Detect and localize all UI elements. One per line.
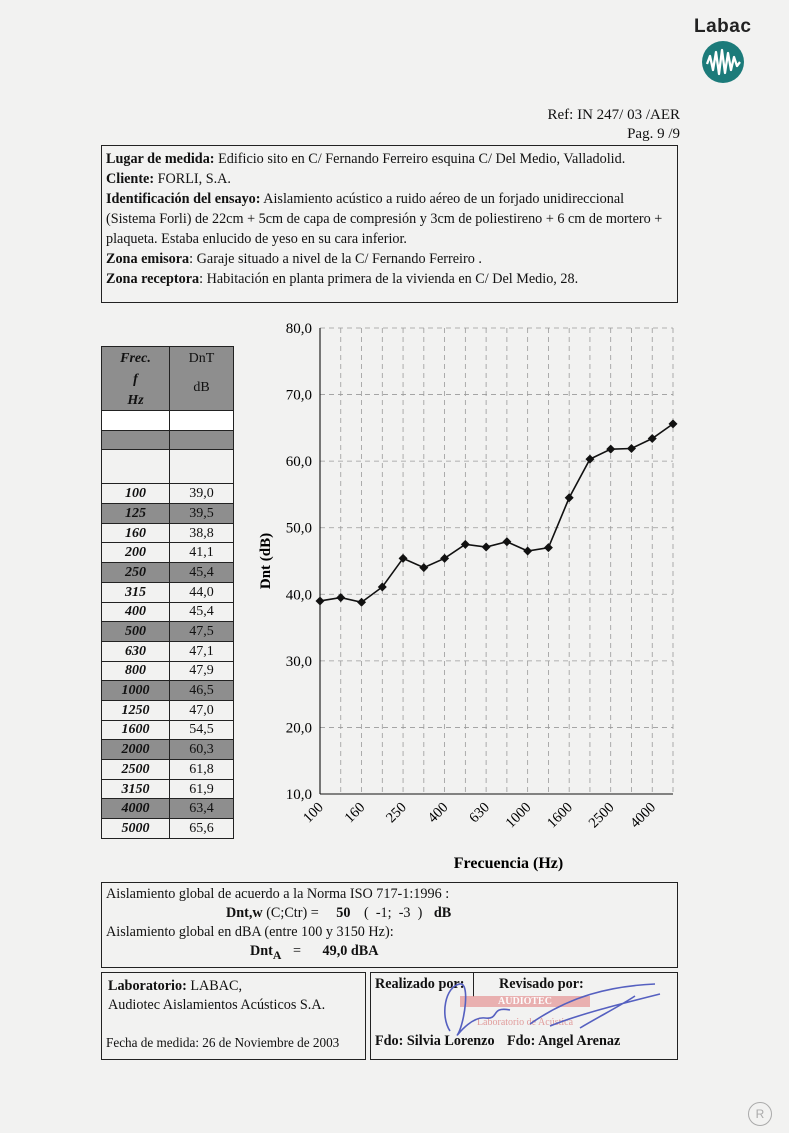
frequency-cell: 160 [102,523,170,543]
dnt-cell: 38,8 [170,523,234,543]
data-point [565,493,574,502]
summary-dba-line: Aislamiento global en dBA (entre 100 y 3150 Hz): [106,924,394,940]
frequency-cell: 5000 [102,819,170,839]
table-row [102,582,234,602]
frequency-cell: 1600 [102,720,170,740]
dnta-label: Dnt [250,943,273,959]
dntw-label: Dnt,w [226,905,263,921]
reference-block [520,106,680,144]
data-point [502,537,511,546]
table-row [102,740,234,760]
dnt-cell: 47,1 [170,641,234,661]
x-tick-label: 250 [383,799,410,827]
laboratory-box [101,972,366,1060]
table-row [102,700,234,720]
table-row [102,622,234,642]
summary-box [101,882,678,968]
dnta-value: 49,0 dBA [322,943,379,959]
x-tick-label: 630 [466,799,493,827]
lab-line: Laboratorio: LABAC, [108,978,242,994]
frequency-cell: 125 [102,504,170,524]
ident-line: Identificación del ensayo: Aislamiento acústico a ruido aéreo de un forjado unidireccional (Sistema Forli) de 22cm + 5cm de capa de compresión y 3cm de poliestireno + 6 cm de mortero + plaqueta. Estaba enlucido de yeso en su cara inferior. [106,191,663,247]
y-tick-label: 60,0 [285,454,312,471]
logo-text: Labac [694,16,752,37]
data-point [316,596,325,605]
dnt-cell: 61,9 [170,779,234,799]
table-row [102,504,234,524]
header-dnt: DnT dB [170,347,234,411]
dnt-cell: 39,5 [170,504,234,524]
dntw-value: 50 [336,905,351,921]
dntw-line [106,904,673,923]
frequency-cell: 500 [102,622,170,642]
dntw-ctr: (C;Ctr) = [266,905,319,921]
lugar-line: Lugar de medida: Edificio sito en C/ Fernando Ferreiro esquina C/ Del Medio, Valladolid. [106,151,626,167]
dnta-line [106,942,673,965]
x-tick-label: 1600 [544,799,577,832]
table-row [102,720,234,740]
table-row [102,563,234,583]
lab-company: Audiotec Aislamientos Acústicos S.A. [108,997,326,1013]
frequency-cell: 630 [102,641,170,661]
data-point [523,547,532,556]
header-frequency: Frec. f Hz [102,347,170,411]
company-stamp: AUDIOTEC Laboratorio de Acústica [440,996,610,1040]
revisado-label: Revisado por: [499,976,584,992]
dnt-cell: 41,1 [170,543,234,563]
frequency-cell: 2000 [102,740,170,760]
receptora-line: Zona receptora: Habitación en planta primera de la vivienda en C/ Del Medio, 28. [106,271,579,287]
dnt-cell: 65,6 [170,819,234,839]
dnta-sub: A [272,947,282,962]
data-point [482,543,491,552]
dnt-cell: 45,4 [170,563,234,583]
realizado-label: Realizado por: [375,976,465,992]
table-row [102,523,234,543]
table-spacer-row [102,430,234,450]
summary-iso-line: Aislamiento global de acuerdo a la Norma ISO 717-1:1996 : [106,886,450,902]
dnt-cell: 61,8 [170,760,234,780]
dnt-cell: 39,0 [170,484,234,504]
data-point [606,445,615,454]
data-point [419,563,428,572]
x-tick-label: 2500 [585,799,618,832]
data-point [440,554,449,563]
table-row [102,779,234,799]
x-tick-label: 160 [341,799,369,827]
data-point [627,444,636,453]
table-row [102,661,234,681]
dntw-unit: dB [433,905,452,921]
dnt-cell: 46,5 [170,681,234,701]
frequency-cell: 2500 [102,760,170,780]
table-row [102,602,234,622]
table-spacer-row [102,450,234,484]
y-tick-label: 80,0 [285,321,312,337]
frequency-table [101,346,234,839]
table-header [102,347,234,411]
frequency-cell: 315 [102,582,170,602]
table-row [102,641,234,661]
dnt-cell: 45,4 [170,602,234,622]
table-row [102,681,234,701]
emisora-line: Zona emisora: Garaje situado a nivel de la C/ Fernando Ferreiro . [106,251,482,267]
frequency-cell: 250 [102,563,170,583]
fdo-angel: Fdo: Angel Arenaz [507,1033,621,1049]
measurement-date: Fecha de medida: 26 de Noviembre de 2003 [106,1035,340,1050]
data-point [461,540,470,549]
dnta-eq: = [292,943,301,959]
data-point [544,543,553,552]
table-row [102,543,234,563]
x-tick-label: 400 [424,799,452,827]
dnt-cell: 47,9 [170,661,234,681]
dnt-cell: 44,0 [170,582,234,602]
x-axis-label: Frecuencia (Hz) [453,855,564,872]
data-point [585,455,594,464]
dnt-cell: 54,5 [170,720,234,740]
x-tick-label: 1000 [502,799,535,832]
table-row [102,799,234,819]
dnt-cell: 60,3 [170,740,234,760]
data-point [336,593,345,602]
x-tick-label: 4000 [627,799,660,832]
table-row [102,819,234,839]
frequency-cell: 200 [102,543,170,563]
dnt-cell: 47,0 [170,700,234,720]
y-tick-label: 40,0 [285,587,312,604]
test-info-box [101,145,678,303]
frequency-cell: 100 [102,484,170,504]
handwritten-signature-icon [430,976,670,1046]
frequency-cell: 3150 [102,779,170,799]
frequency-cell: 4000 [102,799,170,819]
fdo-silvia: Fdo: Silvia Lorenzo [375,1033,495,1049]
frequency-cell: 1250 [102,700,170,720]
y-tick-label: 50,0 [285,520,312,537]
y-axis-label: Dnt (dB) [258,532,274,590]
frequency-cell: 400 [102,602,170,622]
table-row [102,484,234,504]
frequency-cell: 800 [102,661,170,681]
page-number: Pag. 9 /9 [627,126,680,142]
table-body [102,484,234,838]
y-tick-label: 10,0 [285,787,312,803]
table-spacer-row [102,411,234,431]
labac-logo-icon [700,40,746,84]
dntw-terms: ( -1; -3 ) [364,905,423,921]
dnt-cell: 47,5 [170,622,234,642]
dnt-cell: 63,4 [170,799,234,819]
y-tick-label: 70,0 [285,387,312,404]
reference-number: Ref: IN 247/ 03 /AER [547,107,680,123]
dnt-chart [240,310,690,880]
y-tick-label: 20,0 [285,720,312,737]
registered-mark-icon: R [748,1102,772,1126]
cliente-line: Cliente: FORLI, S.A. [106,171,231,187]
series-line [320,424,673,602]
frequency-cell: 1000 [102,681,170,701]
x-tick-label: 100 [300,799,327,827]
y-tick-label: 30,0 [285,653,312,670]
table-row [102,760,234,780]
